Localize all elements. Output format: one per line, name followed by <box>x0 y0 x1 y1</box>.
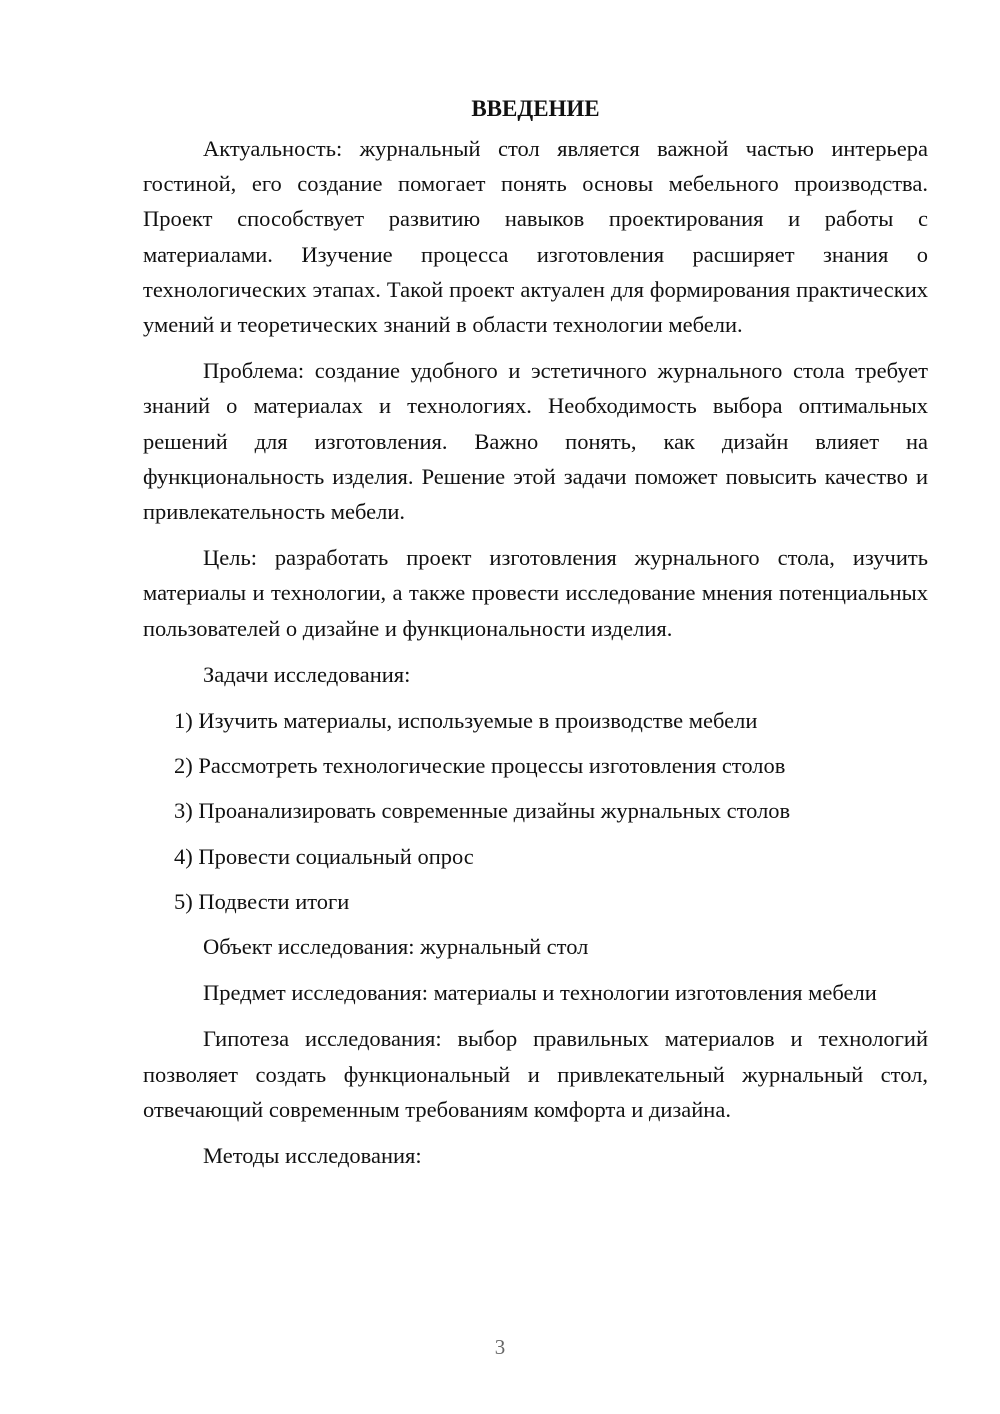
list-item: 2) Рассмотреть технологические процессы изготовления столов <box>174 753 786 779</box>
goal-paragraph: Цель: разработать проект изготовления журнального стола, изучить материалы и технологии, а также провести исследование мнения потенциальных пользователей о дизайне и функциональности изделия. <box>143 545 928 641</box>
object-paragraph: Объект исследования: журнальный стол <box>203 934 589 960</box>
list-item: 1) Изучить материалы, используемые в производстве мебели <box>174 708 758 734</box>
tasks-list <box>143 703 928 919</box>
list-item: 5) Подвести итоги <box>174 888 350 914</box>
page-number: 3 <box>494 1335 506 1359</box>
subject-paragraph: Предмет исследования: материалы и технологии изготовления мебели <box>203 980 877 1006</box>
relevance-paragraph: Актуальность: журнальный стол является важной частью интерьера гостиной, его создание помогает понять основы мебельного производства. Проект способствует развитию навыков проектирования и работы с материалами. Изучение процесса изготовления расширяет знания о технологических этапах. Такой проект актуален для формирования практических умений и теоретических знаний в области технологии мебели. <box>143 136 928 338</box>
list-item: 3) Проанализировать современные дизайны журнальных столов <box>174 798 791 824</box>
page-title: ВВЕДЕНИЕ <box>471 96 600 121</box>
document-page <box>143 92 928 1184</box>
problem-paragraph: Проблема: создание удобного и эстетичного журнального стола требует знаний о материалах и технологиях. Необходимость выбора оптимальных решений для изготовления. Важно понять, как дизайн влияет на функциональность изделия. Решение этой задачи поможет повысить качество и привлекательность мебели. <box>143 358 928 525</box>
list-item: 4) Провести социальный опрос <box>174 843 474 869</box>
tasks-heading: Задачи исследования: <box>203 661 411 687</box>
hypothesis-paragraph: Гипотеза исследования: выбор правильных материалов и технологий позволяет создать функциональный и привлекательный журнальный стол, отвечающий современным требованиям комфорта и дизайна. <box>143 1026 928 1122</box>
methods-paragraph: Методы исследования: <box>203 1143 422 1169</box>
